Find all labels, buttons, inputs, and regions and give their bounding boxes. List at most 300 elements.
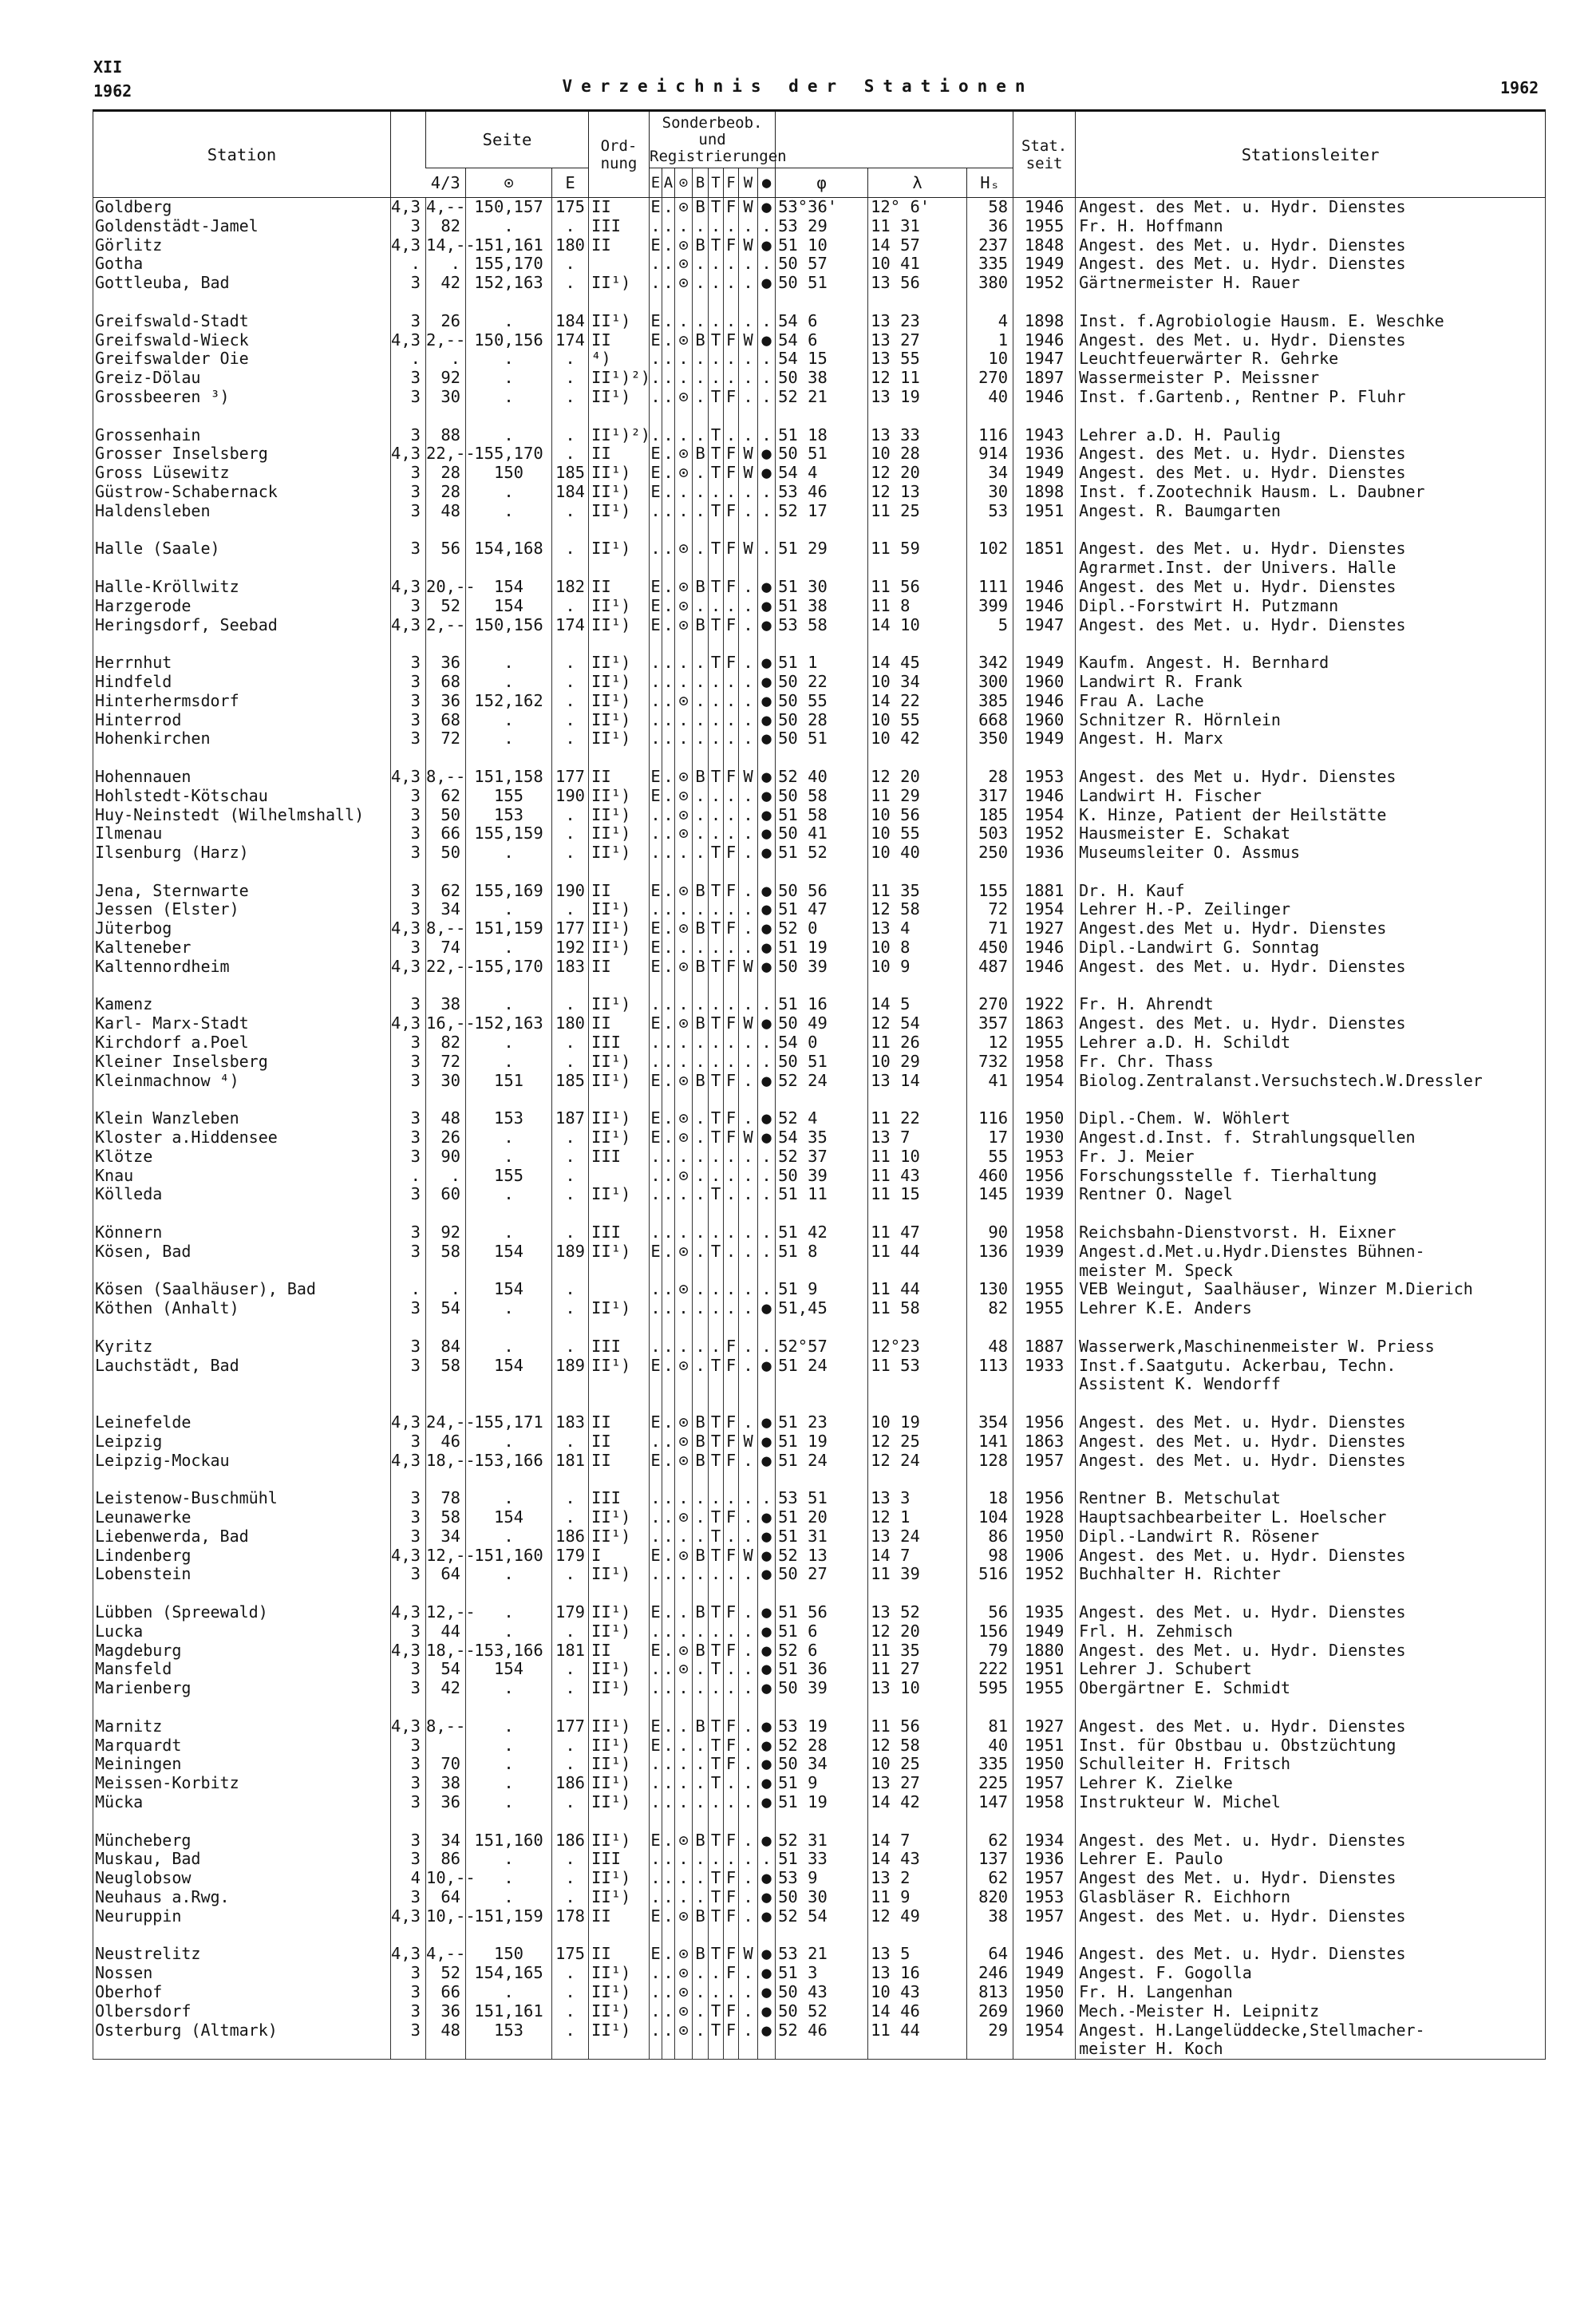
- ordnung: II¹): [589, 729, 650, 749]
- height: 595: [967, 1679, 1013, 1698]
- height: 342: [967, 654, 1013, 673]
- ordnung: II¹): [589, 1717, 650, 1736]
- flag-a: .: [663, 349, 674, 369]
- flag-a: .: [663, 614, 674, 634]
- since: 1880: [1013, 1641, 1076, 1661]
- seite-43: 3: [391, 1185, 426, 1204]
- flag-sun: ⊙: [675, 768, 693, 787]
- seite-e-values: .: [466, 1489, 552, 1508]
- station-name: Kaltennordheim: [93, 958, 391, 977]
- flag-e: .: [650, 215, 661, 235]
- seite-43: 3: [391, 1148, 426, 1167]
- seite-e-values: 155,170: [466, 958, 552, 977]
- station-name: [93, 1375, 391, 1394]
- flag-t: .: [709, 1167, 724, 1186]
- latitude: 50 55: [776, 692, 868, 711]
- flag-t: T: [709, 236, 724, 255]
- flag-a: .: [663, 1830, 674, 1850]
- seite-43: 3: [391, 1888, 426, 1907]
- since: [1013, 2040, 1076, 2059]
- ordnung: II¹): [589, 1527, 650, 1547]
- station-leader: Kaufm. Angest. H. Bernhard: [1076, 654, 1546, 673]
- longitude: 13 56: [868, 274, 967, 293]
- flag-dot: .: [758, 1223, 776, 1242]
- flag-f: .: [724, 274, 739, 293]
- flag-t: T: [709, 1774, 724, 1793]
- flag-f: F: [724, 958, 739, 977]
- seite-e-values: 155,170: [466, 255, 552, 274]
- station-name: Kalteneber: [93, 938, 391, 958]
- seite-43: 3: [391, 1357, 426, 1376]
- flag-dot: ●: [758, 1983, 776, 2002]
- longitude: 11 35: [868, 882, 967, 901]
- table-row: [93, 1774, 1546, 1793]
- flag-w: [739, 559, 758, 578]
- flag-t: .: [709, 1053, 724, 1072]
- seite-e-values: 151,160: [466, 1547, 552, 1566]
- seite-e-values: .: [466, 1033, 552, 1053]
- flag-dot: ●: [758, 729, 776, 749]
- group-gap: [93, 1698, 1546, 1717]
- flag-a: .: [663, 235, 674, 255]
- seite-e-values: .: [466, 1603, 552, 1622]
- flag-sun: ⊙: [675, 692, 693, 711]
- seite-sun: 4,--: [426, 1944, 466, 1964]
- flag-f: .: [724, 1033, 739, 1053]
- flag-w: .: [739, 1679, 758, 1698]
- table-row: [93, 502, 1546, 521]
- height: 34: [967, 464, 1013, 483]
- flag-dot: ●: [758, 673, 776, 692]
- group-gap: [93, 407, 1546, 426]
- seite-e-values: 155,170: [466, 444, 552, 464]
- flag-t: .: [709, 938, 724, 958]
- seite-e-values: 150: [466, 464, 552, 483]
- seite-e-values: 151,161: [466, 2002, 552, 2021]
- height: 1: [967, 331, 1013, 350]
- flag-a: .: [663, 1773, 674, 1793]
- flag-b: .: [693, 729, 709, 749]
- height: 40: [967, 1736, 1013, 1756]
- flag-t: T: [709, 843, 724, 863]
- station-name: Osterburg (Altmark): [93, 2021, 391, 2040]
- ordnung: II¹): [589, 995, 650, 1014]
- flag-t: T: [709, 539, 724, 559]
- station-name: Neuruppin: [93, 1907, 391, 1926]
- flag-f: .: [724, 350, 739, 369]
- seite-e: [552, 559, 589, 578]
- seite-e-values: .: [466, 1679, 552, 1698]
- station-name: Könnern: [93, 1223, 391, 1242]
- longitude: 11 8: [868, 597, 967, 616]
- flag-t: .: [709, 1337, 724, 1357]
- station-leader: Lehrer K. Zielke: [1076, 1774, 1546, 1793]
- seite-e-values: .: [466, 1565, 552, 1584]
- header-seite-43: 4/3: [426, 168, 466, 198]
- station-leader: Schnitzer R. Hörnlein: [1076, 711, 1546, 730]
- station-name: Klötze: [93, 1148, 391, 1167]
- flag-a: .: [663, 215, 674, 235]
- station-leader: Fr. H. Hoffmann: [1076, 217, 1546, 236]
- station-leader: Angest.d.Met.u.Hydr.Dienstes Bühnen-: [1076, 1242, 1546, 1262]
- ordnung: II: [589, 1452, 650, 1471]
- flag-f: F: [724, 1736, 739, 1756]
- longitude: 10 19: [868, 1413, 967, 1432]
- seite-e-values: .: [466, 729, 552, 749]
- flag-f: F: [724, 1413, 739, 1432]
- longitude: 14 7: [868, 1547, 967, 1566]
- since: 1935: [1013, 1603, 1076, 1622]
- flag-dot: ●: [758, 919, 776, 938]
- flag-e: [650, 1375, 662, 1394]
- station-name: Hinterhermsdorf: [93, 692, 391, 711]
- seite-sun: 84: [426, 1337, 466, 1357]
- height: 55: [967, 1148, 1013, 1167]
- table-row: [93, 1375, 1546, 1394]
- latitude: 51 24: [776, 1452, 868, 1471]
- ordnung: II: [589, 1413, 650, 1432]
- longitude: 12 58: [868, 1736, 967, 1756]
- flag-b: .: [693, 255, 709, 274]
- since: 1953: [1013, 1888, 1076, 1907]
- height: 41: [967, 1072, 1013, 1091]
- latitude: 50 56: [776, 882, 868, 901]
- flag-sun: .: [675, 1717, 693, 1736]
- header-flag-w: W: [739, 168, 758, 198]
- height: 29: [967, 2021, 1013, 2040]
- since: 1958: [1013, 1793, 1076, 1812]
- seite-e-values: 151,158: [466, 768, 552, 787]
- longitude: 12 25: [868, 1432, 967, 1452]
- since: 1958: [1013, 1053, 1076, 1072]
- flag-dot: .: [758, 502, 776, 521]
- flag-b: .: [693, 1489, 709, 1508]
- flag-e: E: [650, 481, 661, 501]
- flag-sun: ⊙: [675, 236, 693, 255]
- since: 1954: [1013, 806, 1076, 825]
- flag-b: .: [693, 426, 709, 445]
- seite-e: 190: [552, 882, 589, 901]
- flag-w: W: [739, 331, 758, 350]
- flag-e: E: [650, 1545, 661, 1565]
- seite-e: .: [552, 843, 589, 863]
- seite-43: [391, 1262, 426, 1281]
- flag-t: .: [709, 274, 724, 293]
- seite-e-values: 150,156: [466, 331, 552, 350]
- station-name: Greifswald-Wieck: [93, 331, 391, 350]
- flag-sun: ⊙: [675, 787, 693, 806]
- longitude: 14 10: [868, 616, 967, 635]
- table-row: [93, 1167, 1546, 1186]
- seite-sun: 62: [426, 882, 466, 901]
- latitude: 51 3: [776, 1964, 868, 1983]
- longitude: 11 56: [868, 1717, 967, 1736]
- seite-e: .: [552, 1053, 589, 1072]
- latitude: 52 46: [776, 2021, 868, 2040]
- flag-dot: .: [758, 350, 776, 369]
- station-leader: Angest. des Met. u. Hydr. Dienstes: [1076, 1641, 1546, 1661]
- ordnung: II¹): [589, 843, 650, 863]
- seite-sun: 78: [426, 1489, 466, 1508]
- flag-sun: .: [675, 1622, 693, 1641]
- height: 98: [967, 1547, 1013, 1566]
- flag-dot: ●: [758, 1452, 776, 1471]
- flag-dot: [758, 1262, 776, 1281]
- height: 335: [967, 1755, 1013, 1774]
- flag-b: .: [693, 2002, 709, 2021]
- station-leader: Frl. H. Zehmisch: [1076, 1622, 1546, 1641]
- seite-e-values: 153: [466, 2021, 552, 2040]
- station-name: Leipzig-Mockau: [93, 1452, 391, 1471]
- flag-t: T: [709, 1907, 724, 1926]
- flag-w: .: [739, 255, 758, 274]
- ordnung: II¹): [589, 1185, 650, 1204]
- seite-e: .: [552, 1888, 589, 1907]
- station-name: Güstrow-Schabernack: [93, 483, 391, 502]
- longitude: 13 19: [868, 388, 967, 407]
- flag-t: T: [709, 1242, 724, 1262]
- flag-w: .: [739, 1622, 758, 1641]
- flag-e: .: [650, 653, 661, 673]
- flag-dot: ●: [758, 1717, 776, 1736]
- seite-43: 3: [391, 1565, 426, 1584]
- seite-e-values: .: [466, 502, 552, 521]
- seite-e: .: [552, 1185, 589, 1204]
- flag-e: .: [650, 1849, 661, 1869]
- since: 1946: [1013, 198, 1076, 217]
- height: 237: [967, 236, 1013, 255]
- flag-w: .: [739, 824, 758, 843]
- seite-sun: [426, 1375, 466, 1394]
- ordnung: II¹): [589, 1774, 650, 1793]
- height: 141: [967, 1432, 1013, 1452]
- flag-f: F: [724, 1717, 739, 1736]
- station-leader: Forschungsstelle f. Tierhaltung: [1076, 1167, 1546, 1186]
- flag-a: .: [663, 653, 674, 673]
- flag-b: B: [693, 882, 709, 901]
- seite-sun: 74: [426, 938, 466, 958]
- seite-e-values: 155,159: [466, 824, 552, 843]
- seite-e-values: 154,168: [466, 539, 552, 559]
- flag-t: T: [709, 1452, 724, 1471]
- flag-e: E: [650, 235, 661, 255]
- flag-b: B: [693, 444, 709, 464]
- station-name: Gottleuba, Bad: [93, 274, 391, 293]
- flag-b: B: [693, 1831, 709, 1851]
- seite-sun: 18,--: [426, 1450, 476, 1470]
- table-row: [93, 1945, 1546, 1964]
- table-row: [93, 539, 1546, 559]
- longitude: 10 41: [868, 255, 967, 274]
- table-row: [93, 787, 1546, 806]
- longitude: [868, 1375, 967, 1394]
- flag-w: .: [739, 1299, 758, 1318]
- flag-w: W: [739, 1945, 758, 1964]
- flag-w: .: [739, 938, 758, 958]
- station-leader: Angest. des Met. u. Hydr. Dienstes: [1076, 1603, 1546, 1622]
- flag-e: .: [650, 1754, 661, 1774]
- flag-e: E: [650, 310, 661, 330]
- flag-sun: .: [675, 995, 693, 1014]
- flag-b: B: [693, 578, 709, 597]
- longitude: 10 55: [868, 824, 967, 843]
- table-row: [93, 1907, 1546, 1926]
- flag-b: B: [693, 1452, 709, 1471]
- seite-sun: 72: [426, 729, 466, 749]
- seite-e-values: 154: [466, 1357, 552, 1376]
- flag-t: T: [709, 768, 724, 787]
- flag-f: .: [724, 1053, 739, 1072]
- flag-e: .: [650, 2001, 661, 2021]
- flag-sun: ⊙: [675, 1128, 693, 1148]
- seite-e-values: .: [466, 1850, 552, 1869]
- table-row: [93, 1413, 1546, 1432]
- since: 1955: [1013, 1280, 1076, 1299]
- flag-b: B: [693, 1641, 709, 1661]
- flag-a: .: [663, 1412, 674, 1432]
- station-name: Kölleda: [93, 1185, 391, 1204]
- flag-a: .: [663, 1128, 674, 1148]
- flag-a: .: [663, 994, 674, 1014]
- flag-a: .: [663, 1716, 674, 1736]
- seite-43: 3: [391, 900, 426, 919]
- flag-e: E: [650, 785, 661, 805]
- since: 1951: [1013, 502, 1076, 521]
- flag-dot: ●: [758, 806, 776, 825]
- flag-a: .: [663, 1659, 674, 1679]
- since: 1949: [1013, 729, 1076, 749]
- seite-sun: 22,--: [426, 444, 476, 464]
- station-name: Leistenow-Buschmühl: [93, 1489, 391, 1508]
- table-row: [93, 1128, 1546, 1148]
- seite-e-values: 153: [466, 806, 552, 825]
- seite-e-values: 154,165: [466, 1964, 552, 1983]
- seite-43: 4,3: [391, 578, 426, 597]
- flag-w: .: [739, 1148, 758, 1167]
- seite-e-values: .: [466, 654, 552, 673]
- seite-sun: .: [426, 255, 466, 274]
- seite-e-values: .: [466, 312, 552, 331]
- seite-sun: 92: [426, 1223, 466, 1242]
- since: 1946: [1013, 938, 1076, 958]
- flag-w: W: [739, 1432, 758, 1452]
- table-row: [93, 938, 1546, 958]
- flag-a: .: [663, 595, 674, 615]
- ordnung: III: [589, 217, 650, 236]
- seite-e-values: .: [466, 1622, 552, 1641]
- seite-e: .: [552, 1679, 589, 1698]
- seite-e-values: .: [466, 843, 552, 863]
- flag-t: T: [709, 1603, 724, 1622]
- flag-a: .: [663, 1507, 674, 1527]
- seite-sun: 82: [426, 1033, 466, 1053]
- flag-b: .: [693, 995, 709, 1014]
- latitude: 50 57: [776, 255, 868, 274]
- height: 137: [967, 1850, 1013, 1869]
- flag-t: T: [709, 882, 724, 901]
- seite-e: .: [552, 502, 589, 521]
- since: 1950: [1013, 1983, 1076, 2002]
- since: 1960: [1013, 673, 1076, 692]
- latitude: 51 8: [776, 1242, 868, 1262]
- station-name: Kleiner Inselsberg: [93, 1053, 391, 1072]
- header-lambda: λ: [868, 168, 967, 198]
- table-row: [93, 1357, 1546, 1376]
- seite-43: 4,3: [391, 1641, 426, 1661]
- ordnung: II: [589, 198, 650, 217]
- since: 1946: [1013, 958, 1076, 977]
- seite-e-values: .: [466, 388, 552, 407]
- since: 1951: [1013, 1660, 1076, 1679]
- table-row: [93, 1736, 1546, 1756]
- flag-b: .: [693, 692, 709, 711]
- ordnung: II¹): [589, 483, 650, 502]
- flag-a: .: [663, 273, 674, 293]
- ordnung: II¹): [589, 2002, 650, 2021]
- longitude: 11 9: [868, 1888, 967, 1907]
- latitude: 51 1: [776, 654, 868, 673]
- flag-w: .: [739, 900, 758, 919]
- table-row: [93, 1641, 1546, 1661]
- since: 1954: [1013, 900, 1076, 919]
- seite-43: 3: [391, 539, 426, 559]
- since: 1927: [1013, 1717, 1076, 1736]
- ordnung: II¹): [589, 673, 650, 692]
- flag-sun: ⊙: [675, 1983, 693, 2002]
- table-row: [93, 236, 1546, 255]
- group-gap: [93, 1318, 1546, 1337]
- flag-f: [724, 1375, 739, 1394]
- seite-43: 4: [391, 1869, 426, 1888]
- since: 1955: [1013, 1679, 1076, 1698]
- flag-e: .: [650, 1146, 661, 1166]
- seite-sun: 2,--: [426, 330, 466, 350]
- flag-f: [724, 1262, 739, 1281]
- flag-f: .: [724, 1148, 739, 1167]
- longitude: 10 34: [868, 673, 967, 692]
- flag-a: .: [663, 1678, 674, 1698]
- flag-a: .: [663, 1488, 674, 1508]
- station-name: Kirchdorf a.Poel: [93, 1033, 391, 1053]
- station-leader: Angest. des Met. u. Hydr. Dienstes: [1076, 616, 1546, 635]
- seite-43: 4,3: [391, 919, 426, 938]
- station-leader: Biolog.Zentralanst.Versuchstech.W.Dressler: [1076, 1072, 1546, 1091]
- station-leader: Inst. f.Zootechnik Hausm. L. Daubner: [1076, 483, 1546, 502]
- since: 1958: [1013, 1223, 1076, 1242]
- since: 1957: [1013, 1774, 1076, 1793]
- flag-w: .: [739, 369, 758, 388]
- seite-e: .: [552, 369, 589, 388]
- flag-dot: ●: [758, 597, 776, 616]
- latitude: 51 52: [776, 843, 868, 863]
- seite-43: 3: [391, 692, 426, 711]
- latitude: [776, 1262, 868, 1281]
- longitude: 13 16: [868, 1964, 967, 1983]
- latitude: 51 18: [776, 426, 868, 445]
- flag-a: .: [663, 1223, 674, 1242]
- flag-dot: .: [758, 1280, 776, 1299]
- longitude: 13 27: [868, 331, 967, 350]
- seite-e-values: 152,162: [466, 692, 552, 711]
- flag-sun: .: [675, 1053, 693, 1072]
- station-name: Magdeburg: [93, 1641, 391, 1661]
- seite-e-values: .: [466, 1337, 552, 1357]
- flag-e: E: [650, 614, 661, 634]
- longitude: 11 29: [868, 787, 967, 806]
- since: 1956: [1013, 1167, 1076, 1186]
- seite-e: .: [552, 806, 589, 825]
- seite-sun: [426, 559, 466, 578]
